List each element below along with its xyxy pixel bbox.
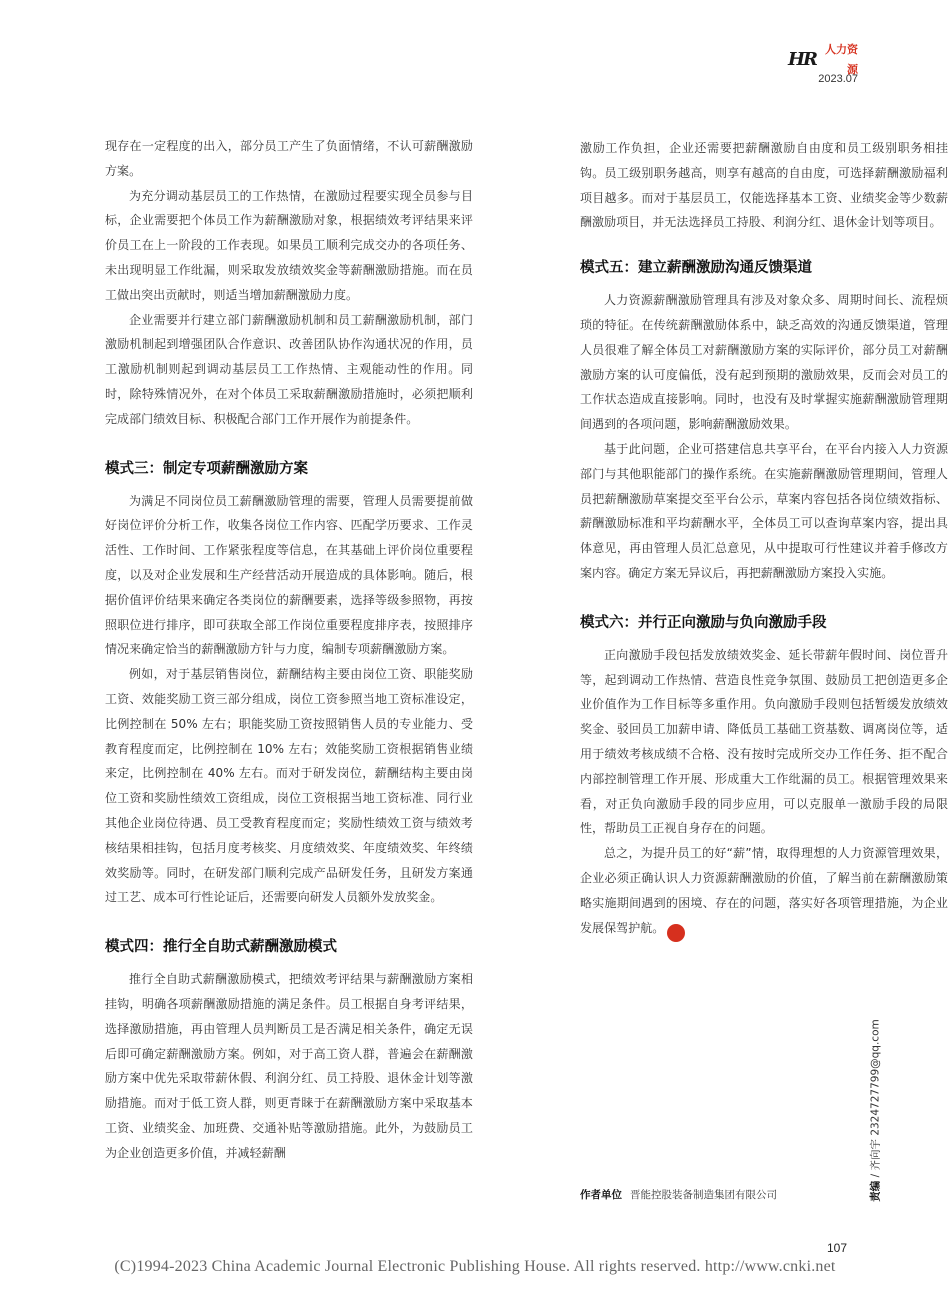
author-affiliation: [580, 1187, 777, 1202]
copyright-footer: (C)1994-2023 China Academic Journal Electronic Publishing House. All rights reserved. http://www.cnki.net: [114, 1258, 836, 1275]
paragraph: 基于此问题，企业可搭建信息共享平台，在平台内接入人力资源部门与其他职能部门的操作系统。在实施薪酬激励管理期间，管理人员把薪酬激励草案提交至平台公示，草案内容包括各岗位绩效指标、薪酬激励标准和平均薪酬水平，全体员工可以查询草案内容，提出具体意见，再由管理人员汇总意见，从中提取可行性建议并着手修改方案内容。确定方案无异议后，再把薪酬激励方案投入实施。: [580, 441, 948, 580]
paragraph: 企业需要并行建立部门薪酬激励机制和员工薪酬激励机制，部门激励机制起到增强团队合作意识、改善团队协作沟通状况的作用，员工激励机制则起到调动基层员工工作热情、主观能动性的作用。同时，除特殊情况外，在对个体员工采取薪酬激励措施时，必须把顺利完成部门绩效目标、积极配合部门工作开展作为前提条件。: [105, 312, 473, 426]
editor-label: 责编: [869, 1180, 882, 1202]
page-number: 107: [827, 1241, 848, 1255]
author-label: 作者单位: [580, 1189, 622, 1201]
journal-header: [788, 43, 858, 86]
paragraph: 为充分调动基层员工的工作热情，在激励过程要实现全员参与目标，企业需要把个体员工作为薪酬激励对象，根据绩效考评结果来评价员工在上一阶段的工作表现。如果员工顺利完成交办的各项任务、未出现明显工作纰漏，则采取发放绩效奖金等薪酬激励措施。而在员工做出突出贡献时，则适当增加薪酬激励力度。: [105, 188, 473, 302]
paragraph: 为满足不同岗位员工薪酬激励管理的需要，管理人员需要提前做好岗位评价分析工作，收集各岗位工作内容、匹配学历要求、工作灵活性、工作时间、工作紧张程度等信息，在其基础上评价岗位重要程度，以及对企业发展和生产经营活动开展造成的具体影响。随后，根据价值评价结果来确定各类岗位的薪酬要素，选择等级参照物，再按照职位进行排序，即可获取全部工作岗位重要程度排序表，按照排序情况来确定恰当的薪酬激励方针与力度，编制专项薪酬激励方案。: [105, 493, 473, 657]
left-column: [105, 134, 473, 1165]
end-of-article-icon: R: [667, 924, 685, 942]
closing-paragraph: [580, 841, 948, 941]
paragraph: 例如，对于基层销售岗位，薪酬结构主要由岗位工资、职能奖励工资、效能奖励工资三部分组成，岗位工资参照当地工资标准设定，比例控制在 50% 左右；职能奖励工资按照销售人员的专业能力、受教育程度而定，比例控制在 10% 左右；效能奖励工资根据销售业绩来定，比例控制在 40% 左右。而对于研发岗位，薪酬结构主要由岗位工资和奖励性绩效工资组成，岗位工资根据当地工资标准、同行业其他企业岗位待遇、员工受教育程度而定；奖励性绩效工资与绩效考核结果相挂钩，包括月度考核奖、月度绩效奖、年度绩效奖、年终绩效奖励等。同时，在研发部门顺利完成产品研发任务，且研发方案通过工艺、成本可行性论证后，还需要向研发人员额外发放奖金。: [105, 667, 473, 905]
journal-logo: [788, 43, 858, 76]
editor-credit: [864, 1018, 886, 1202]
paragraph: 激励工作负担，企业还需要把薪酬激励自由度和员工级别职务相挂钩。员工级别职务越高，则享有越高的自由度，可选择薪酬激励福利项目越多。而对于基层员工，仅能选择基本工资、业绩奖金等少数薪酬激励项目，并无法选择员工持股、利润分红、退休金计划等项目。: [580, 141, 948, 230]
section-heading: 模式四：推行全自助式薪酬激励模式: [105, 939, 337, 956]
logo-text: 人力资源: [825, 43, 858, 76]
right-column: [580, 136, 948, 942]
issue-date: 2023.07: [818, 73, 858, 85]
editor-value: / 齐向宇 2324727799@qq.com: [869, 1018, 882, 1177]
paragraph: 推行全自助式薪酬激励模式，把绩效考评结果与薪酬激励方案相挂钩，明确各项薪酬激励措施的满足条件。员工根据自身考评结果，选择激励措施，再由管理人员判断员工是否满足相关条件，确定无误后即可确定薪酬激励方案。例如，对于高工资人群，普遍会在薪酬激励方案中优先采取带薪休假、利润分红、员工持股、退休金计划等激励措施。而对于低工资人群，则更青睐于在薪酬激励方案中采取基本工资、业绩奖金、加班费、交通补贴等激励措施。此外，为鼓励员工为企业创造更多价值，并减轻薪酬: [105, 972, 473, 1160]
author-affiliation-value: 晋能控股装备制造集团有限公司: [630, 1189, 777, 1201]
closing-text: 总之，为提升员工的好“薪”情，取得理想的人力资源管理效果，企业必须正确认识人力资源薪酬激励的价值，了解当前在薪酬激励策略实施期间遇到的困境、存在的问题，落实好各项管理措施，为企业发展保驾护航。: [580, 846, 948, 935]
paragraph: 现存在一定程度的出入，部分员工产生了负面情绪，不认可薪酬激励方案。: [105, 139, 473, 178]
section-heading: 模式六：并行正向激励与负向激励手段: [580, 614, 827, 631]
paragraph: 正向激励手段包括发放绩效奖金、延长带薪年假时间、岗位晋升等，起到调动工作热情、营造良性竞争氛围、鼓励员工把创造更多企业价值作为工作目标等多重作用。负向激励手段则包括暂缓发放绩效奖金、驳回员工加薪申请、降低员工基础工资基数、调离岗位等，适用于绩效考核成绩不合格、没有按时完成所交办工作任务、拒不配合内部控制管理工作开展、形成重大工作纰漏的员工。根据管理效果来看，对正负向激励手段的同步应用，可以克服单一激励手段的局限性，帮助员工正视自身存在的问题。: [580, 647, 948, 836]
section-heading: 模式五：建立薪酬激励沟通反馈渠道: [580, 260, 812, 277]
section-heading: 模式三：制定专项薪酬激励方案: [105, 460, 308, 477]
logo-hr-mark: HR: [788, 49, 816, 70]
paragraph: 人力资源薪酬激励管理具有涉及对象众多、周期时间长、流程烦琐的特征。在传统薪酬激励体系中，缺乏高效的沟通反馈渠道，管理人员很难了解全体员工对薪酬激励方案的实际评价，部分员工对薪酬激励方案的认可度偏低，没有起到预期的激励效果，反而会对员工的工作状态造成直接影响。同时，也没有及时掌握实施薪酬激励管理期间遇到的各项问题，影响薪酬激励效果。: [580, 293, 948, 432]
